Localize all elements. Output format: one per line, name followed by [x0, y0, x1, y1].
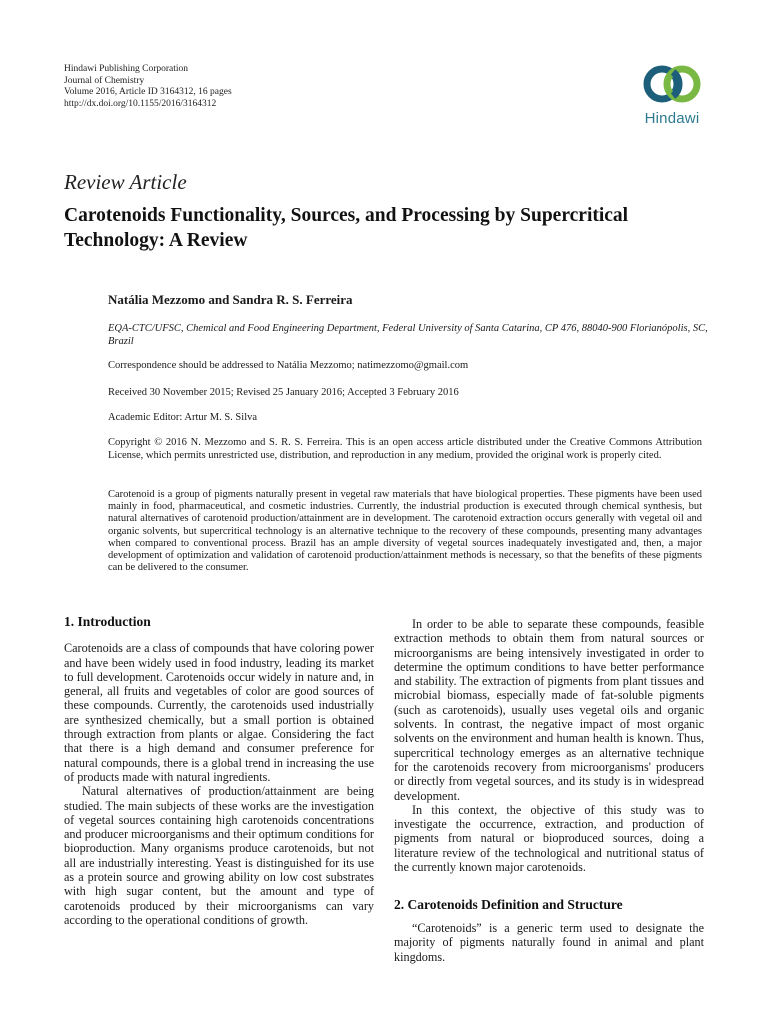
section-heading: 2. Carotenoids Definition and Structure [394, 897, 623, 912]
affiliation: EQA-CTC/UFSC, Chemical and Food Engineering Department, Federal University of Santa Catarina, CP 476, 88040-900 Florianópolis, SC, Brazil [108, 323, 708, 347]
left-column [64, 615, 374, 927]
paragraph: Natural alternatives of production/attainment are being studied. The main subjects of these works are the investigation of vegetal sources containing high carotenoids concentrations and producer microorganisms and their optimum conditions for bioproduction. Many organisms produce carotenoids, but not all are industrially interesting. Yeast is distinguished for its use as a protein source and growing ability on low cost substrates with high sugar content, but the amount and type of carotenoids produced by their microorganisms can vary according to the operational conditions of growth. [64, 784, 374, 927]
dates: Received 30 November 2015; Revised 25 January 2016; Accepted 3 February 2016 [108, 387, 459, 398]
right-column [394, 617, 704, 874]
section-heading: 1. Introduction [64, 614, 151, 629]
paragraph: “Carotenoids” is a generic term used to designate the majority of pigments naturally found in animal and plant kingdoms. [394, 921, 704, 964]
journal-name: Journal of Chemistry [64, 75, 145, 86]
article-type: Review Article [64, 170, 187, 194]
copyright: Copyright © 2016 N. Mezzomo and S. R. S. Ferreira. This is an open access article distributed under the Creative Commons Attribution License, which permits unrestricted use, distribution, and reproduction in any medium, provided the original work is properly cited. [108, 437, 702, 461]
authors: Natália Mezzomo and Sandra R. S. Ferreira [108, 292, 353, 307]
publisher: Hindawi Publishing Corporation [64, 64, 189, 74]
abstract: Carotenoid is a group of pigments naturally present in vegetal raw materials that have biological properties. These pigments have been used mainly in food, pharmaceutical, and cosmetic industries. Currently, the industrial production is executed through chemical synthesis, but natural alternatives of carotenoid production/attainment are in development. The carotenoid extraction occurs generally with vegetal oil and organic solvents, but supercritical technology is an alternative technique to the recovery of these compounds, presenting many advantages when compared to conventional process. Brazil has an ample diversity of vegetal sources inadequately investigated and, then, a major development of optimization and validation of carotenoid production/attainment methods is necessary, so that the benefits of these pigments can be delivered to the consumer. [108, 489, 702, 574]
journal-info [64, 64, 232, 110]
academic-editor: Academic Editor: Artur M. S. Silva [108, 412, 258, 423]
article-title: Carotenoids Functionality, Sources, and Processing by Supercritical Technology: A Review [64, 205, 629, 251]
section2-body [394, 921, 704, 964]
correspondence: Correspondence should be addressed to Natália Mezzomo; natimezzomo@gmail.com [108, 360, 469, 371]
paragraph: In this context, the objective of this study was to investigate the occurrence, extraction, and production of pigments from natural or bioproduced sources, doing a literature review of the technological and nutritional status of the currently known major carotenoids. [394, 802, 704, 875]
hindawi-logo-icon [640, 60, 704, 108]
logo-text: Hindawi [644, 110, 700, 127]
journal-doi[interactable]: http://dx.doi.org/10.1155/2016/3164312 [64, 98, 217, 109]
paragraph: In order to be able to separate these compounds, feasible extraction methods to obtain them from natural sources or microorganisms are being intensively investigated in order to determine the optimum conditions to have better performance and stability. The extraction of pigments from plant tissues and microbial biomass, especially made of fat-soluble pigments (such as carotenoids), usually uses vegetal oils and organic solvents. In contrast, the negative impact of most organic solvents on the environment and human health is known. Thus, supercritical technology emerges as an alternative technique for the carotenoids recovery from microorganisms' producers or directly from vegetal sources, and its study is in widespread development. [394, 617, 704, 803]
journal-volume: Volume 2016, Article ID 3164312, 16 pages [64, 87, 232, 97]
hindawi-logo[interactable] [632, 60, 712, 127]
paragraph: Carotenoids are a class of compounds that have coloring power and have been widely used in food industry, leading its market to full development. Carotenoids occur widely in nature and, in general, all fruits and vegetables of color are good sources of these compounds. Currently, the carotenoids used industrially are synthesized chemically, but a small portion is obtained through extraction from plants or algae. Considering the fact that there is a high demand and consumer preference for natural compounds, there is a global trend in increasing the use of products made with natural ingredients. [64, 641, 374, 784]
